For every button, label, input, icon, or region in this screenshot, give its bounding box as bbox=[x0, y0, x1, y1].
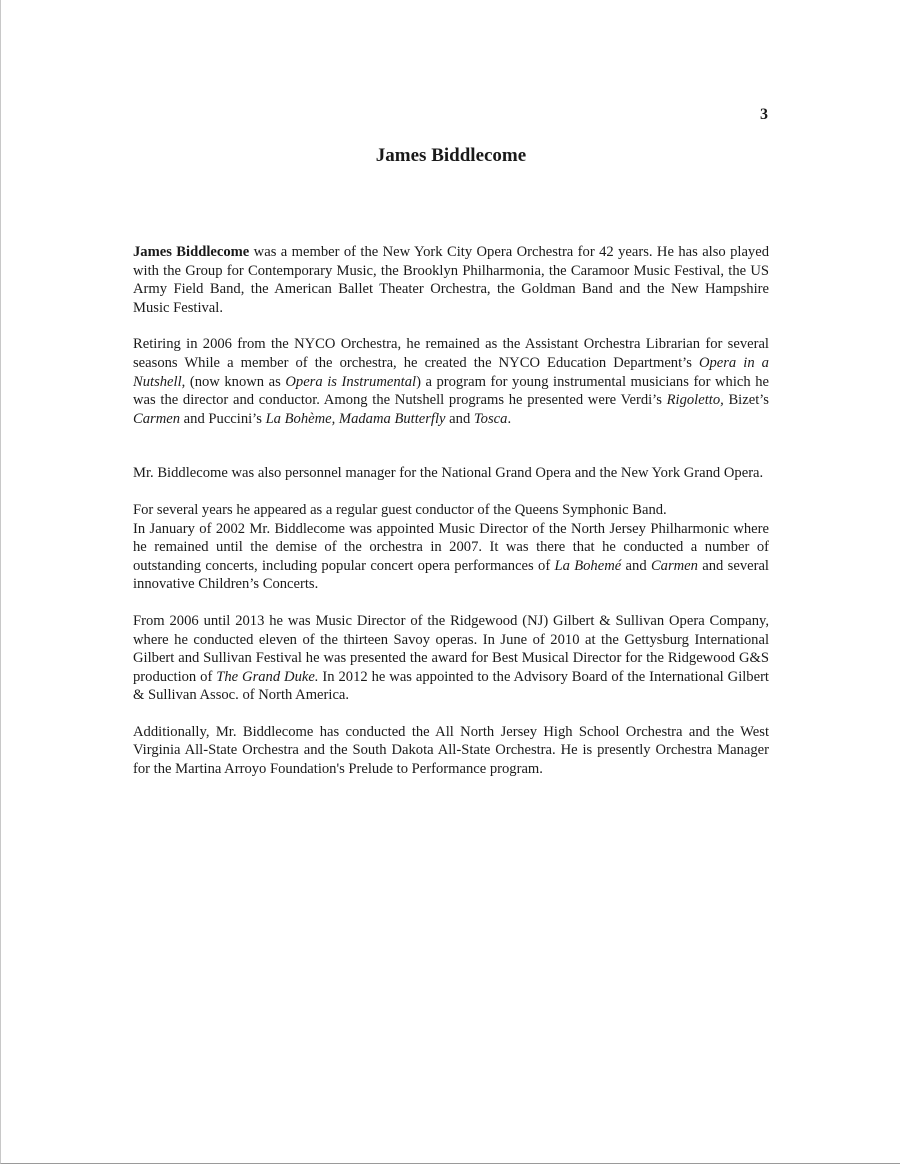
paragraph-text: From 2006 until 2013 he was Music Director of the Ridgewood (NJ) Gilbert & Sullivan Opera Company, where he conducted eleven of the thirteen Savoy operas. In June of 2010 at the Gettysburg International Gilbert and Sullivan Festival he was presented the award for Best Musical Director for the Ridgewood G&S production of bbox=[133, 612, 769, 685]
page-title: James Biddlecome bbox=[375, 145, 527, 166]
paragraph-text: Bizet’s bbox=[723, 392, 769, 409]
work-title: Opera in a Nutshell bbox=[133, 354, 769, 390]
work-title: Opera is Instrumental bbox=[285, 373, 417, 390]
work-title: La Bohème, Madama Butterfly bbox=[265, 410, 446, 427]
paragraph-text: and several innovative Children’s Concerts. bbox=[133, 557, 769, 593]
paragraph-text: and bbox=[445, 410, 474, 427]
paragraph-guest-conductor: For several years he appeared as a regular guest conductor of the Queens Symphonic Band. bbox=[133, 501, 667, 518]
paragraph-retirement bbox=[133, 335, 769, 428]
bio-name-lead: James Biddlecome bbox=[133, 244, 250, 260]
biography-body bbox=[133, 243, 769, 797]
paragraph-text: and bbox=[621, 557, 651, 574]
paragraph-text: Retiring in 2006 from the NYCO Orchestra, he remained as the Assistant Orchestra Librarian for several seasons While a member of the orchestra, he created the NYCO Education Department’s bbox=[133, 336, 769, 371]
paragraph-text: . bbox=[507, 410, 512, 427]
work-title: Tosca bbox=[473, 410, 508, 427]
work-title: La Bohemé bbox=[554, 557, 622, 574]
paragraph-membership bbox=[133, 243, 769, 317]
paragraph-personnel-manager: Mr. Biddlecome was also personnel manager for the National Grand Opera and the New York Grand Opera. bbox=[133, 465, 764, 482]
work-title: The Grand Duke. bbox=[216, 668, 319, 685]
paragraph-ridgewood bbox=[133, 612, 769, 705]
paragraph-text: In January of 2002 Mr. Biddlecome was appointed Music Director of the North Jersey Philharmonic where he remained until the demise of the orchestra in 2007. It was there that he conducted a number of outstanding concerts, including popular concert opera performances of bbox=[133, 520, 769, 574]
paragraph-text: was a member of the New York City Opera Orchestra for 42 years. He has also played with the Group for Contemporary Music, the Brooklyn Philharmonia, the Caramoor Music Festival, the US Army Field Band, the American Ballet Theater Orchestra, the Goldman Band and the New Hampshire Music Festival. bbox=[133, 244, 769, 316]
work-title: Rigoletto, bbox=[666, 392, 724, 409]
work-title: Carmen bbox=[650, 557, 698, 574]
paragraph-north-jersey bbox=[133, 520, 769, 594]
paragraph-text: and Puccini’s bbox=[180, 410, 266, 427]
paragraph-text: , (now known as bbox=[181, 373, 286, 390]
paragraph-text: In 2012 he was appointed to the Advisory Board of the International Gilbert & Sullivan Assoc. of North America. bbox=[133, 668, 769, 704]
paragraph-text: ) a program for young instrumental musicians for which he was the director and conductor. Among the Nutshell programs he presented were Verdi’s bbox=[133, 373, 769, 409]
work-title: Carmen bbox=[133, 410, 181, 427]
page-number: 3 bbox=[760, 106, 768, 123]
paragraph-additional: Additionally, Mr. Biddlecome has conducted the All North Jersey High School Orchestra and the West Virginia All-State Orchestra and the South Dakota All-State Orchestra. He is presently Orchestra Manager for the Martina Arroyo Foundation's Prelude to Performance program. bbox=[133, 723, 769, 778]
